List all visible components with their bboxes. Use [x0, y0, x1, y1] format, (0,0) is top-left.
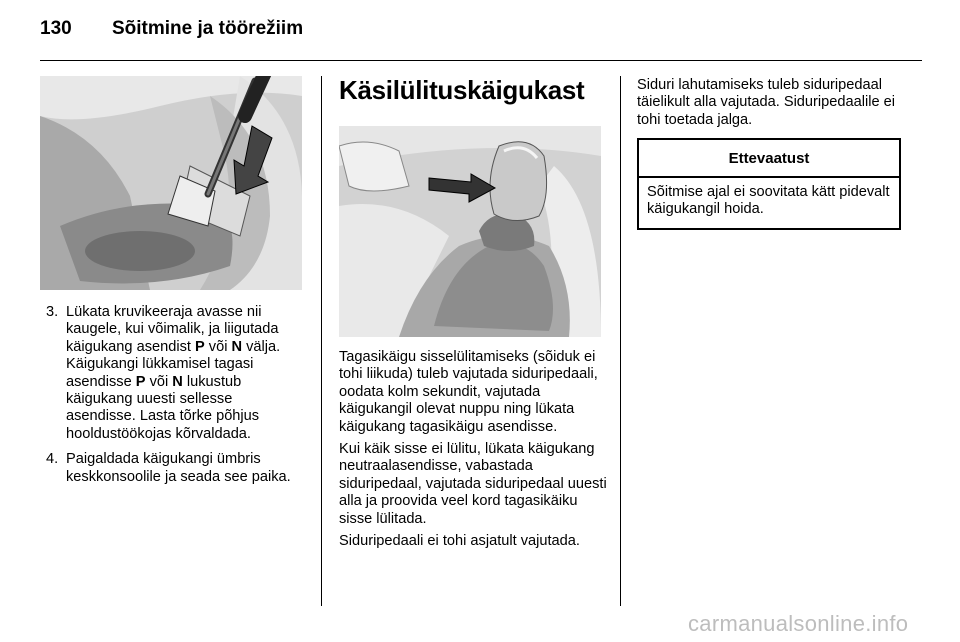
- instruction-list: [46, 304, 306, 494]
- gear-position-n: N: [172, 373, 183, 390]
- page-number: 130: [40, 18, 72, 39]
- caution-title: Ettevaatust: [639, 140, 899, 178]
- gear-position-n: N: [231, 338, 243, 355]
- gear-position-p: P: [195, 338, 205, 355]
- list-item: [46, 451, 306, 486]
- paragraph: Tagasikäigu sisselülitamiseks (sõiduk ei tohi liikuda) tuleb vajutada siduripedaali, oodata kolm sekundit, vajutada käigukangil olevat nuppu ning lükata käigukang tagasikäigu asendisse.: [339, 349, 598, 435]
- manual-gearbox-text: [339, 349, 609, 555]
- caution-text: Sõitmise ajal ei soovitata kätt pidevalt käigukangil hoida.: [647, 184, 890, 218]
- list-item-number: 3.: [46, 304, 59, 320]
- page-header: [40, 18, 303, 48]
- section-title: Sõitmine ja töörežiim: [112, 18, 304, 39]
- list-item-text: Lükata kruvikeeraja avasse nii kaugele, kui võimalik, ja liigutada käigukang asendist P või N välja. Käigukangi lükkamisel tagasi asendisse P või N lukustub käigukang uuesti sellesse asendisse. Lasta tõrke põhjus hooldustöökojas kõrvaldada.: [66, 304, 281, 442]
- list-item-text: Paigaldada käigukangi ümbris keskkonsoolile ja seada see paika.: [66, 451, 291, 485]
- gear-position-p: P: [135, 373, 146, 390]
- caution-box: [637, 138, 901, 230]
- figure-gear-knob: [339, 126, 601, 337]
- clutch-intro-text: Siduri lahutamiseks tuleb siduripedaal täielikult alla vajutada. Siduripedaalile ei tohi toetada jalga.: [637, 77, 895, 128]
- section-heading: Käsilülituskäigukast: [339, 75, 585, 105]
- list-item-number: 4.: [46, 451, 59, 468]
- figure-screwdriver-release: [40, 76, 302, 290]
- screwdriver-release-illustration: [40, 76, 302, 290]
- watermark: carmanualsonline.info: [688, 611, 909, 636]
- gear-knob-illustration: [339, 126, 601, 337]
- column-separator-left: [321, 76, 322, 606]
- column-separator-right: [620, 76, 621, 606]
- header-rule: [40, 60, 922, 61]
- list-item: [46, 304, 306, 443]
- paragraph: Siduripedaali ei tohi asjatult vajutada.: [339, 533, 580, 550]
- paragraph: Kui käik sisse ei lülitu, lükata käigukang neutraalasendisse, vabastada siduripedaal, vajutada siduripedaal uuesti alla ja proovida veel kord tagasikäiku sisse lülitada.: [339, 441, 607, 527]
